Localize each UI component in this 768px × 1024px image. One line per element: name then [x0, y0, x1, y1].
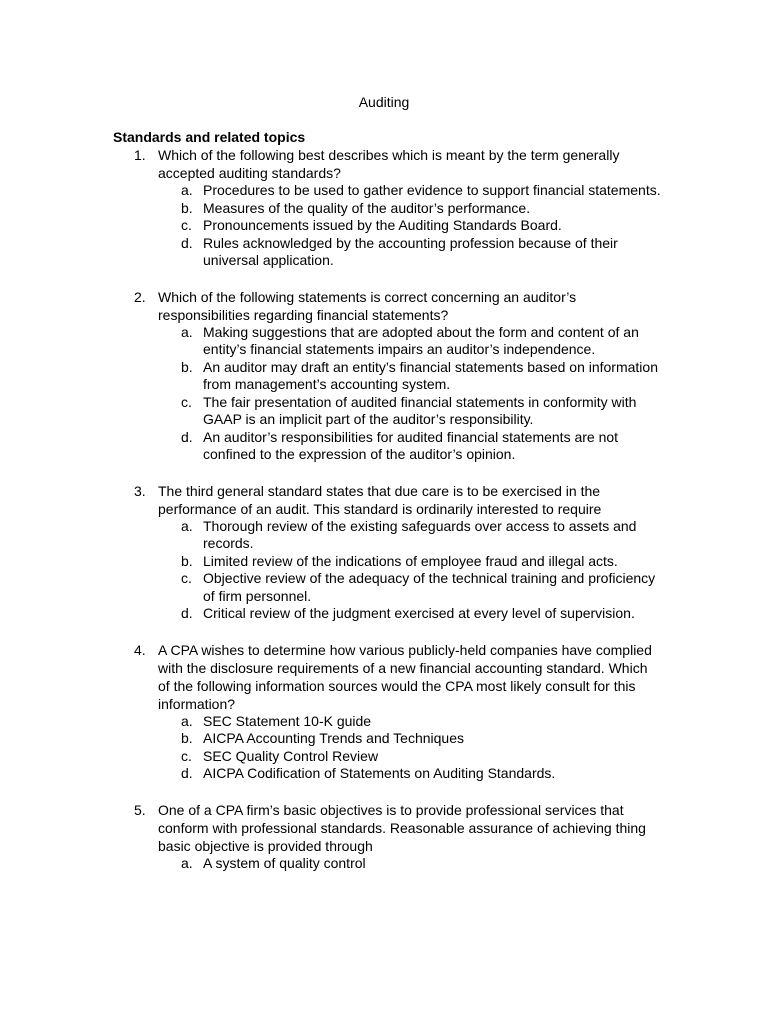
option-text: SEC Statement 10-K guide	[203, 712, 372, 729]
question-stem	[0, 288, 662, 324]
section-heading: Standards and related topics	[113, 129, 306, 145]
question-number: 4.	[134, 641, 146, 658]
option-text: Making suggestions that are adopted about the form and content of an entity’s financial statements impairs an auditor’s independence.	[203, 323, 639, 357]
option-text: Procedures to be used to gather evidence to support financial statements.	[203, 182, 661, 198]
question-item	[0, 288, 768, 464]
question-item	[0, 146, 768, 270]
question-text: Which of the following best describes which is meant by the term generally accepted auditing standards?	[158, 147, 620, 181]
question-number: 5.	[134, 801, 146, 818]
answer-option	[0, 324, 665, 359]
option-letter: a.	[181, 182, 193, 198]
document-title: Auditing	[358, 94, 410, 110]
question-text: One of a CPA firm’s basic objectives is to provide professional services that conform with professional standards. Reasonable assurance of achieving thing basic objective is provided through	[158, 801, 646, 854]
question-text: A CPA wishes to determine how various publicly-held companies have complied with the disclosure requirements of a new financial accounting standard. Which of the following information sources would the CPA most likely consult for this information?	[158, 641, 652, 712]
option-letter: c.	[181, 217, 192, 233]
option-letter: a.	[181, 712, 193, 729]
answer-option	[0, 394, 665, 429]
option-text: AICPA Accounting Trends and Techniques	[203, 730, 464, 746]
option-letter: c.	[181, 393, 192, 410]
answer-options	[0, 855, 768, 873]
question-stem	[0, 482, 662, 518]
answer-option	[0, 182, 665, 200]
question-number: 3.	[134, 482, 146, 499]
option-letter: a.	[181, 854, 193, 871]
option-text: An auditor may draft an entity’s financial statements based on information from management’s accounting system.	[203, 358, 658, 392]
answer-option	[0, 518, 665, 553]
answer-option	[0, 748, 665, 766]
answer-option	[0, 605, 665, 623]
answer-option	[0, 200, 665, 218]
option-letter: d.	[181, 765, 193, 781]
answer-options	[0, 182, 768, 270]
question-number: 1.	[134, 147, 146, 163]
answer-option	[0, 553, 665, 571]
option-text: Rules acknowledged by the accounting profession because of their universal application.	[203, 234, 618, 268]
answer-option	[0, 570, 665, 605]
question-stem	[0, 801, 662, 855]
option-letter: d.	[181, 605, 193, 621]
answer-option	[0, 713, 665, 731]
option-text: Critical review of the judgment exercised at every level of supervision.	[203, 605, 635, 621]
option-letter: a.	[181, 323, 193, 340]
question-list	[0, 146, 768, 890]
option-letter: d.	[181, 428, 193, 445]
answer-option	[0, 429, 665, 464]
option-letter: c.	[181, 570, 192, 586]
answer-option	[0, 217, 665, 235]
option-text: Pronouncements issued by the Auditing Standards Board.	[203, 217, 562, 233]
answer-option	[0, 765, 665, 783]
question-item	[0, 641, 768, 783]
option-text: Objective review of the adequacy of the technical training and proficiency of firm personnel.	[203, 570, 656, 604]
option-letter: b.	[181, 730, 193, 746]
answer-option	[0, 359, 665, 394]
answer-options	[0, 324, 768, 464]
question-text: Which of the following statements is correct concerning an auditor’s responsibilities regarding financial statements?	[158, 288, 577, 323]
option-letter: c.	[181, 747, 192, 764]
answer-option	[0, 730, 665, 748]
option-text: The fair presentation of audited financial statements in conformity with GAAP is an implicit part of the auditor’s responsibility.	[203, 393, 637, 427]
answer-option	[0, 855, 665, 873]
question-stem	[0, 146, 662, 182]
option-text: AICPA Codification of Statements on Auditing Standards.	[203, 765, 556, 781]
option-letter: a.	[181, 517, 193, 534]
option-letter: b.	[181, 199, 193, 216]
question-stem	[0, 641, 662, 713]
option-text: Thorough review of the existing safeguards over access to assets and records.	[203, 517, 637, 551]
answer-options	[0, 713, 768, 783]
answer-option	[0, 235, 665, 270]
answer-options	[0, 518, 768, 623]
option-text: A system of quality control	[203, 854, 366, 871]
option-text: SEC Quality Control Review	[203, 747, 379, 764]
question-item	[0, 482, 768, 623]
option-letter: b.	[181, 552, 193, 569]
question-item	[0, 801, 768, 873]
question-number: 2.	[134, 288, 146, 305]
option-letter: b.	[181, 358, 193, 375]
question-text: The third general standard states that due care is to be exercised in the performance of an audit. This standard is ordinarily interested to require	[158, 482, 602, 517]
option-letter: d.	[181, 234, 193, 251]
option-text: Measures of the quality of the auditor’s performance.	[203, 199, 531, 216]
option-text: An auditor’s responsibilities for audited financial statements are not confined to the expression of the auditor’s opinion.	[203, 428, 619, 462]
option-text: Limited review of the indications of employee fraud and illegal acts.	[203, 552, 618, 569]
